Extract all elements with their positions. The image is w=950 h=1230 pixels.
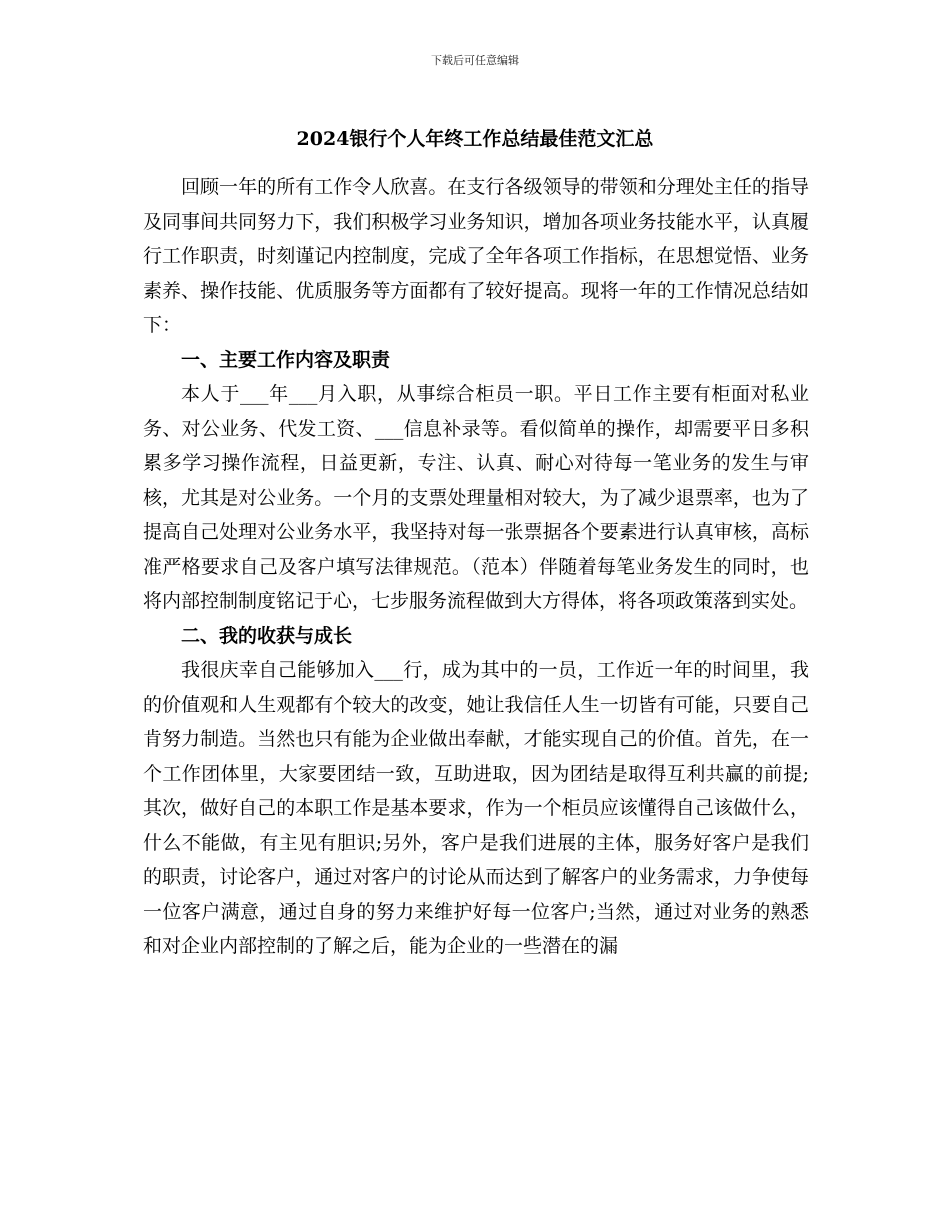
- intro-paragraph: 回顾一年的所有工作令人欣喜。在支行各级领导的带领和分理处主任的指导及同事间共同努力下，我们积极学习业务知识，增加各项业务技能水平，认真履行工作职责，时刻谨记内控制度，完成了全年各项工作指标，在思想觉悟、业务素养、操作技能、优质服务等方面都有了较好提高。现将一年的工作情况总结如下：: [143, 176, 809, 336]
- page-title: 2024银行个人年终工作总结最佳范文汇总: [296, 128, 654, 150]
- section-2-paragraph: 我很庆幸自己能够加入___行，成为其中的一员，工作近一年的时间里，我的价值观和人生观都有个较大的改变，她让我信任人生一切皆有可能，只要自己肯努力制造。当然也只有能为企业做出奉献，才能实现自己的价值。首先，在一个工作团体里，大家要团结一致，互助进取，因为团结是取得互利共赢的前提;其次，做好自己的本职工作是基本要求，作为一个柜员应该懂得自己该做什么，什么不能做，有主见有胆识;另外，客户是我们进展的主体，服务好客户是我们的职责，讨论客户，通过对客户的讨论从而达到了解客户的业务需求，力争使每一位客户满意，通过自身的努力来维护好每一位客户;当然，通过对业务的熟悉和对企业内部控制的了解之后，能为企业的一些潜在的漏: [143, 659, 809, 957]
- section-1-heading: 一、主要工作内容及职责: [181, 348, 391, 371]
- section-1-paragraph: 本人于___年___月入职，从事综合柜员一职。平日工作主要有柜面对私业务、对公业务、代发工资、___信息补录等。看似简单的操作，却需要平日多积累多学习操作流程，日益更新，专注、认真、耐心对待每一笔业务的发生与审核，尤其是对公业务。一个月的支票处理量相对较大，为了减少退票率，也为了提高自己处理对公业务水平，我坚持对每一张票据各个要素进行认真审核，高标准严格要求自己及客户填写法律规范。（范本）伴随着每笔业务发生的同时，也将内部控制制度铭记于心，七步服务流程做到大方得体，将各项政策落到实处。: [143, 383, 809, 612]
- section-2-heading: 二、我的收获与成长: [181, 624, 353, 647]
- document-body: [143, 170, 809, 964]
- header-note: 下载后可任意编辑: [431, 54, 519, 67]
